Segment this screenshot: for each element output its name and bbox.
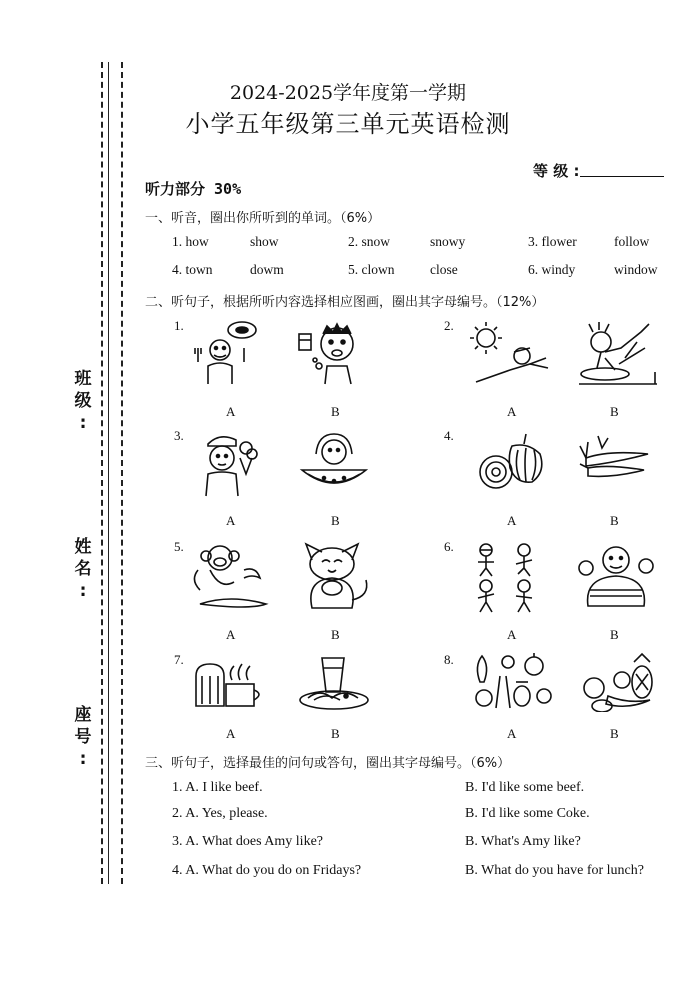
boy-eating-icon[interactable]	[190, 318, 260, 386]
bread-soup-icon[interactable]	[192, 654, 266, 710]
option-a[interactable]: A	[226, 627, 236, 642]
part3-option-b[interactable]: B. I'd like some beef.	[465, 780, 585, 795]
girl-watermelon-icon[interactable]	[298, 430, 368, 496]
option-a[interactable]: A	[507, 627, 517, 642]
grade-label: 等 级 :	[533, 162, 580, 180]
margin-dashed-line	[101, 62, 103, 884]
part1-word[interactable]: 1. how	[172, 234, 209, 249]
part1-word[interactable]: dowm	[250, 262, 284, 277]
part1-instruction: 一、听音，圈出你所听到的单词。（6%）	[145, 211, 381, 226]
option-a[interactable]: A	[226, 404, 236, 419]
sunbathing-icon[interactable]	[470, 318, 552, 390]
boy-ice-cream-icon[interactable]	[196, 430, 262, 498]
part3-instruction: 三、听句子，选择最佳的问句或答句，圈出其字母编号。（6%）	[145, 756, 511, 771]
part3-option-a[interactable]: 3. A. What does Amy like?	[172, 834, 323, 849]
part2-instruction: 二、听句子，根据所听内容选择相应图画，圈出其字母编号。（12%）	[145, 295, 545, 310]
exam-year-title: 2024-2025学年度第一学期	[229, 82, 467, 104]
option-b[interactable]: B	[610, 513, 619, 528]
option-a[interactable]: A	[507, 513, 517, 528]
option-b[interactable]: B	[331, 627, 340, 642]
part1-word[interactable]: follow	[614, 234, 650, 249]
part3-option-a[interactable]: 1. A. I like beef.	[172, 780, 263, 795]
part3-option-b[interactable]: B. What's Amy like?	[465, 834, 581, 849]
question-number: 1.	[174, 318, 184, 333]
fat-boy-eating-icon[interactable]	[576, 540, 656, 608]
monkey-banana-icon[interactable]	[190, 540, 270, 610]
carrots-icon[interactable]	[578, 432, 652, 482]
option-b[interactable]: B	[610, 726, 619, 741]
part1-word[interactable]: snowy	[430, 234, 466, 249]
part1-word[interactable]: 4. town	[172, 262, 213, 277]
question-number: 7.	[174, 652, 184, 667]
part3-option-b[interactable]: B. I'd like some Coke.	[465, 806, 590, 821]
grade-blank[interactable]	[580, 176, 664, 177]
option-a[interactable]: A	[507, 726, 517, 741]
part1-word[interactable]: window	[614, 262, 658, 277]
option-b[interactable]: B	[610, 404, 619, 419]
option-b[interactable]: B	[331, 513, 340, 528]
part1-word[interactable]: close	[430, 262, 458, 277]
part1-word[interactable]: show	[250, 234, 279, 249]
part1-word[interactable]: 2. snow	[348, 234, 391, 249]
part3-option-a[interactable]: 4. A. What do you do on Fridays?	[172, 863, 362, 878]
boy-drinking-icon[interactable]	[295, 320, 367, 386]
kids-playing-icon[interactable]	[470, 540, 542, 614]
question-number: 2.	[444, 318, 454, 333]
question-number: 3.	[174, 428, 184, 443]
seat-label: 座 号 :	[74, 705, 92, 769]
question-number: 4.	[444, 428, 454, 443]
option-a[interactable]: A	[226, 726, 236, 741]
part1-word[interactable]: 5. clown	[348, 262, 395, 277]
question-number: 6.	[444, 539, 454, 554]
option-a[interactable]: A	[226, 513, 236, 528]
onion-cabbage-icon[interactable]	[476, 432, 550, 492]
name-label: 姓 名 :	[74, 537, 92, 601]
listening-heading: 听力部分 30%	[145, 180, 242, 198]
noodles-juice-icon[interactable]	[296, 654, 372, 712]
option-a[interactable]: A	[507, 404, 517, 419]
part3-option-a[interactable]: 2. A. Yes, please.	[172, 806, 268, 821]
cat-eating-icon[interactable]	[292, 540, 374, 612]
margin-solid-line	[108, 62, 109, 884]
option-b[interactable]: B	[331, 404, 340, 419]
margin-dashed-line-2	[121, 62, 123, 884]
part1-word[interactable]: 3. flower	[528, 234, 577, 249]
part1-word[interactable]: 6. windy	[528, 262, 576, 277]
fruits-icon[interactable]	[578, 652, 658, 712]
question-number: 8.	[444, 652, 454, 667]
part3-option-b[interactable]: B. What do you have for lunch?	[465, 863, 644, 878]
exam-title: 小学五年级第三单元英语检测	[185, 110, 511, 138]
vegetables-icon[interactable]	[472, 652, 554, 712]
surfing-icon[interactable]	[575, 318, 659, 390]
option-b[interactable]: B	[610, 627, 619, 642]
class-label: 班 级 :	[74, 369, 92, 433]
question-number: 5.	[174, 539, 184, 554]
option-b[interactable]: B	[331, 726, 340, 741]
